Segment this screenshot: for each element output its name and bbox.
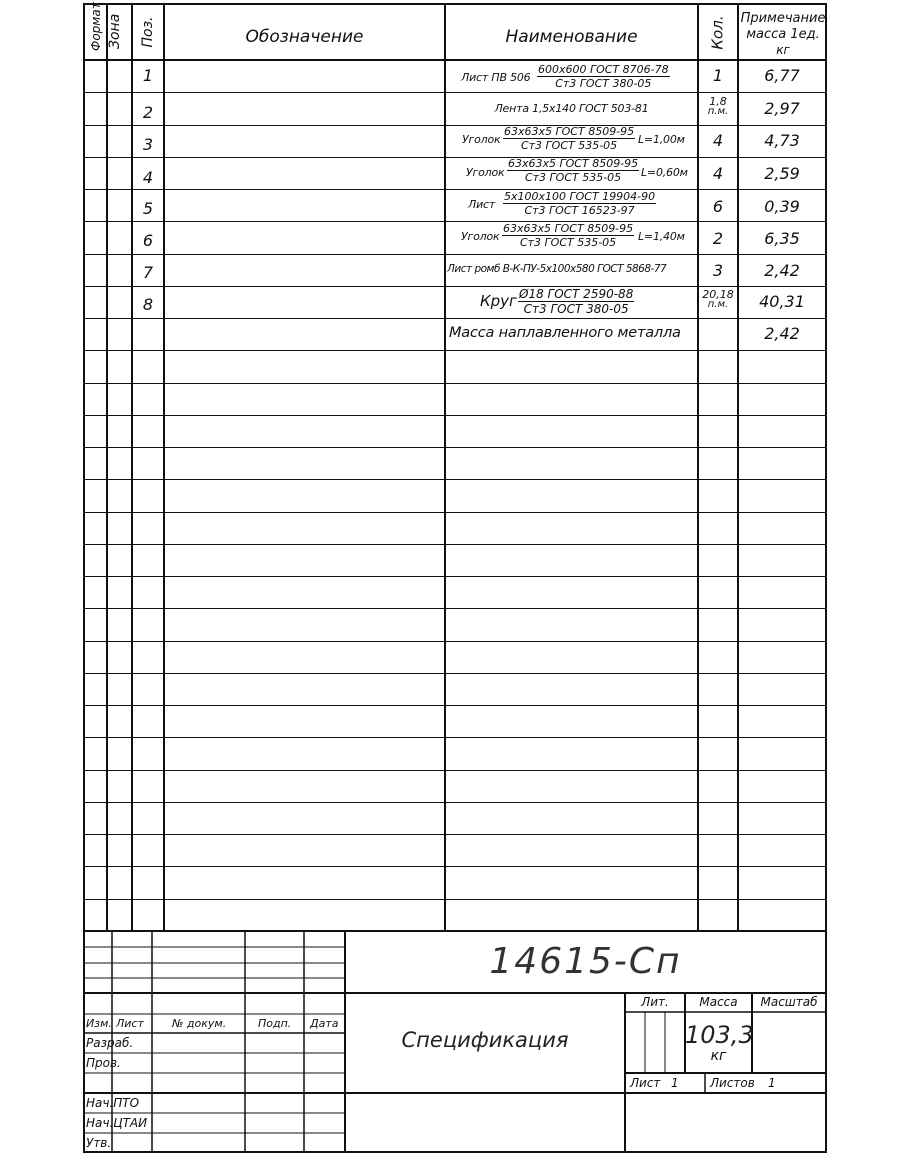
fraction-top: 63х63х5 ГОСТ 8509-95: [508, 157, 639, 170]
row-suffix: L=0,60м: [641, 166, 688, 179]
row-mass: 2,42: [764, 324, 800, 343]
header-note-line3: кг: [776, 43, 790, 57]
row-prefix: Лист ПВ 506: [461, 71, 531, 84]
sheet-label: Лист: [630, 1076, 661, 1090]
row-pos: 5: [142, 199, 154, 218]
row-fraction: [537, 64, 670, 89]
razrab-label: Разраб.: [86, 1036, 134, 1050]
fraction-bottom: Ст3 ГОСТ 380-05: [555, 77, 652, 90]
row-mass: 4,73: [764, 131, 800, 150]
row-qty: 3: [712, 261, 724, 280]
fraction-top: 600х600 ГОСТ 8706-78: [538, 63, 669, 76]
dokum-label: № докум.: [172, 1017, 227, 1030]
header-zone: Зона: [107, 13, 123, 49]
row-qty: 4: [712, 131, 724, 150]
row-qty: 2: [712, 229, 724, 248]
row-fraction: [503, 191, 656, 216]
row-qty: 4: [712, 164, 724, 183]
row-prefix: Круг: [480, 292, 517, 310]
row-mass: 2,59: [764, 164, 800, 183]
row-qty: 6: [712, 197, 724, 216]
row-mass: 2,42: [764, 261, 800, 280]
row-fraction: [507, 158, 639, 183]
row-mass: 6,77: [764, 66, 800, 85]
row-prefix: Уголок: [461, 230, 500, 243]
fraction-top: 63х63х5 ГОСТ 8509-95: [504, 125, 635, 138]
fraction-top: 5х100х100 ГОСТ 19904-90: [504, 190, 656, 203]
prov-label: Пров.: [86, 1056, 121, 1070]
header-name: Наименование: [505, 27, 638, 47]
row-pos: 2: [142, 103, 154, 122]
row-qty-unit: п.м.: [707, 299, 729, 310]
row-text: Лист ромб В-К-ПУ-5х100х580 ГОСТ 5868-77: [447, 263, 667, 275]
utv-label: Утв.: [86, 1136, 112, 1150]
data-label: Дата: [310, 1017, 339, 1030]
row-pos: 8: [142, 295, 154, 314]
row-fraction: [502, 223, 634, 248]
podp-label: Подп.: [258, 1017, 292, 1030]
header-note-line2: масса 1ед.: [746, 27, 820, 42]
row-qty: 20,18: [702, 288, 734, 301]
mass-unit: кг: [710, 1048, 727, 1064]
fraction-top: 63х63х5 ГОСТ 8509-95: [503, 222, 634, 235]
doc-title: Спецификация: [401, 1028, 569, 1052]
fraction-bottom: Ст3 ГОСТ 380-05: [523, 302, 629, 316]
header-pos: Поз.: [140, 16, 156, 48]
row-mass: 40,31: [759, 292, 805, 311]
row-prefix: Уголок: [466, 166, 505, 179]
fraction-top: Ø18 ГОСТ 2590-88: [519, 287, 634, 301]
sheets-value: 1: [768, 1076, 776, 1090]
header-qty: Кол.: [708, 15, 727, 50]
fraction-bottom: Ст3 ГОСТ 535-05: [519, 236, 617, 249]
row-suffix: L=1,00м: [638, 133, 685, 146]
sheet-value: 1: [671, 1076, 679, 1090]
header-designation: Обозначение: [245, 27, 364, 47]
row-text: Масса наплавленного металла: [449, 325, 681, 341]
doc-code: 14615-Сп: [489, 941, 682, 982]
fraction-bottom: Ст3 ГОСТ 16523-97: [524, 204, 635, 217]
row-prefix: Уголок: [462, 133, 501, 146]
mass-label: Масса: [699, 995, 738, 1009]
row-qty: 1: [712, 66, 724, 85]
izm-label: Изм.: [86, 1017, 112, 1030]
lit-label: Лит.: [641, 995, 669, 1009]
sheets-label: Листов: [710, 1076, 755, 1090]
nach-tsai-label: Нач.ЦТАИ: [86, 1116, 148, 1130]
row-fraction: [518, 288, 634, 315]
row-mass: 2,97: [764, 99, 800, 118]
row-pos: 7: [142, 263, 154, 282]
header-format: Формат: [89, 2, 103, 51]
fraction-bottom: Ст3 ГОСТ 535-05: [520, 139, 618, 152]
list-label: Лист: [116, 1017, 144, 1030]
row-pos: 1: [142, 66, 154, 85]
row-mass: 6,35: [764, 229, 800, 248]
header-note-line1: Примечание: [740, 11, 826, 26]
scale-label: Масштаб: [760, 995, 818, 1009]
row-pos: 3: [142, 135, 154, 154]
row-pos: 6: [142, 231, 154, 250]
row-prefix: Лист: [468, 198, 496, 211]
nach-pto-label: Нач.ПТО: [86, 1096, 140, 1110]
mass-value: 103,3: [685, 1021, 754, 1049]
row-mass: 0,39: [764, 197, 800, 216]
row-suffix: L=1,40м: [638, 230, 685, 243]
row-qty-unit: п.м.: [707, 106, 729, 117]
row-pos: 4: [142, 168, 154, 187]
fraction-bottom: Ст3 ГОСТ 535-05: [524, 171, 622, 184]
row-fraction: [503, 126, 635, 151]
row-qty: 1,8: [709, 95, 727, 108]
row-text: Лента 1,5х140 ГОСТ 503-81: [494, 102, 649, 115]
